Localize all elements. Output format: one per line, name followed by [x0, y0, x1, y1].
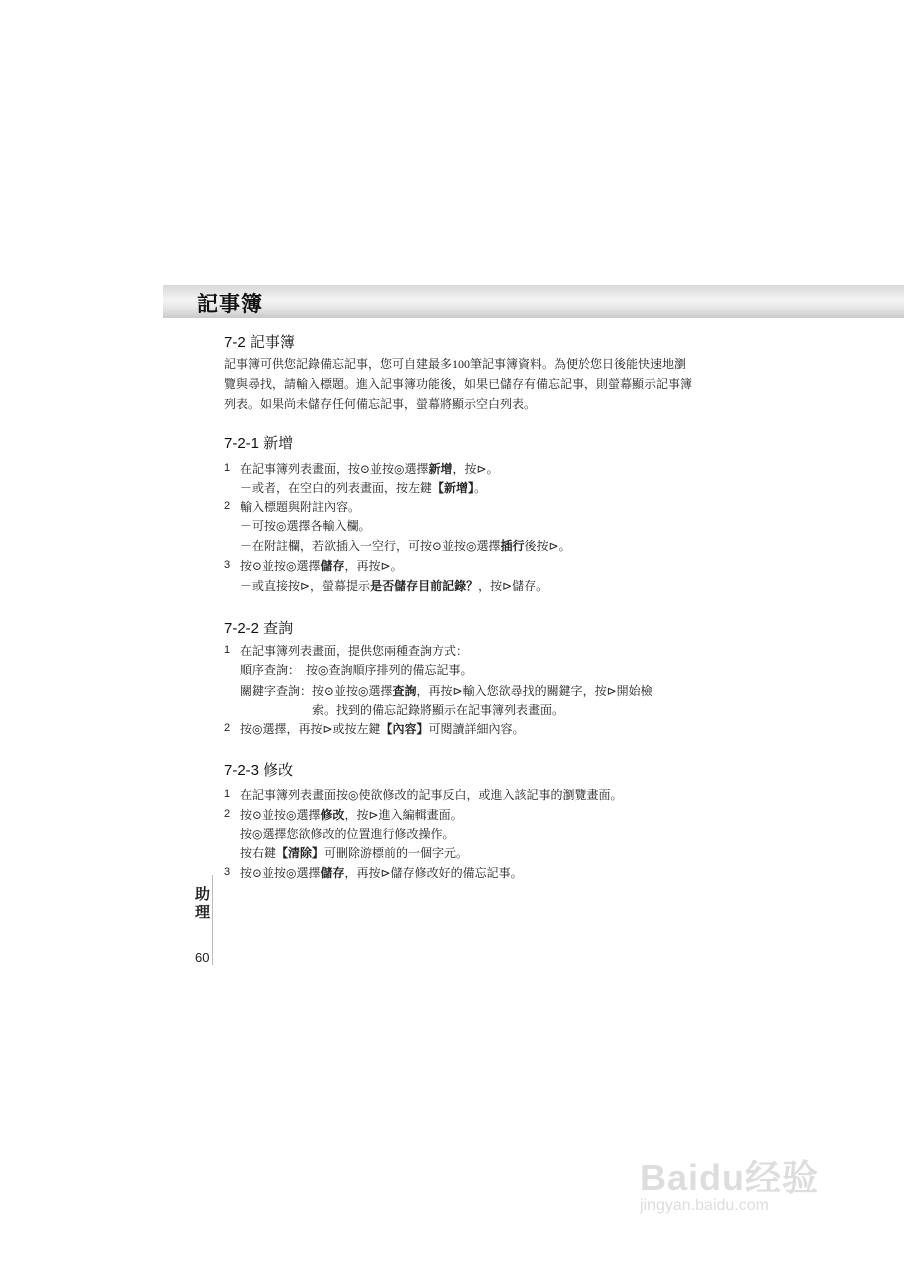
item-line [240, 499, 360, 515]
text-segment: 按⊙並按◎選擇 [240, 559, 321, 573]
item-line [240, 578, 548, 594]
text-segment: 在記事簿列表畫面，按⊙並按◎選擇 [240, 462, 429, 476]
section-title: 7-2 記事簿 [224, 334, 295, 351]
bold-term: 是否儲存目前記錄？ [370, 579, 479, 593]
item-line [240, 807, 463, 823]
subsection-title: 7-2-2 查詢 [224, 620, 294, 637]
bold-term: 修改 [320, 808, 345, 822]
subsection-title: 7-2-1 新增 [224, 435, 294, 452]
item-line [312, 702, 564, 718]
text-segment: 按◎選擇，再按⊳或按左鍵 [240, 722, 381, 736]
text-segment: 可閱讀詳細內容。 [428, 722, 525, 736]
side-label [195, 886, 210, 922]
item-line [240, 662, 472, 678]
item-line [240, 826, 454, 842]
text-segment: －在附註欄，若欲插入一空行，可按⊙並按◎選擇 [240, 539, 501, 553]
text-segment: 。 [474, 481, 487, 495]
text-segment: 順序查詢： 按◎查詢順序排列的備忘記事。 [240, 663, 473, 677]
bold-term: 新增 [428, 462, 453, 476]
bold-term: 【清除】 [276, 846, 325, 860]
item-number: 2 [224, 500, 231, 512]
page-number: 60 [195, 950, 210, 965]
intro-line: 覽與尋找，請輸入標題。進入記事簿功能後，如果已儲存有備忘記事，則螢幕顯示記事簿 [224, 377, 693, 391]
item-number: 2 [224, 808, 231, 820]
item-line [240, 643, 468, 659]
bold-term: 儲存 [320, 559, 345, 573]
text-segment: －或者，在空白的列表畫面，按左鍵 [240, 481, 433, 495]
item-line [240, 787, 622, 803]
bold-term: 【新增】 [432, 481, 475, 495]
item-number: 1 [224, 462, 231, 474]
bold-term: 儲存 [320, 866, 345, 880]
text-segment: 輸入標題與附註內容。 [240, 500, 361, 514]
text-segment: ，按⊳。 [452, 462, 499, 476]
text-segment: －可按◎選擇各輸入欄。 [240, 519, 371, 533]
watermark [640, 1150, 819, 1215]
text-segment: 按⊙並按◎選擇 [240, 808, 321, 822]
intro-line: 列表。如果尚未儲存任何備忘記事，螢幕將顯示空白列表。 [224, 397, 537, 411]
chapter-header-bar [163, 285, 904, 318]
bold-term: 查詢 [392, 684, 417, 698]
text-segment: ，按⊳儲存。 [478, 579, 549, 593]
subsection-title: 7-2-3 修改 [224, 762, 294, 779]
text-segment: 關鍵字查詢：按⊙並按◎選擇 [240, 684, 393, 698]
text-segment: 索。找到的備忘記錄將顯示在記事簿列表畫面。 [312, 703, 565, 717]
item-line [240, 538, 571, 554]
text-segment: ，再按⊳儲存修改好的備忘記事。 [344, 866, 523, 880]
text-segment: ，再按⊳輸入您欲尋找的關鍵字，按⊳開始檢 [416, 684, 653, 698]
bold-term: 插行 [500, 539, 525, 553]
item-number: 3 [224, 866, 231, 878]
text-segment: ，按⊳進入編輯畫面。 [344, 808, 463, 822]
item-line [240, 461, 499, 477]
text-segment: 按右鍵 [240, 846, 277, 860]
item-line [240, 480, 486, 496]
text-segment: －或直接按⊳，螢幕提示 [240, 579, 371, 593]
side-label-text: 助理 [195, 887, 211, 921]
item-line [240, 865, 523, 881]
margin-divider [212, 875, 213, 965]
text-segment: 按⊙並按◎選擇 [240, 866, 321, 880]
item-number: 3 [224, 559, 231, 571]
item-line [240, 683, 653, 699]
bold-term: 【內容】 [380, 722, 429, 736]
item-line [240, 721, 525, 737]
intro-line: 記事簿可供您記錄備忘記事，您可自建最多100筆記事簿資料。為便於您日後能快速地瀏 [224, 357, 687, 371]
watermark-url: jingyan.baidu.com [640, 1197, 769, 1214]
item-number: 2 [224, 722, 231, 734]
text-segment: 後按⊳。 [524, 539, 571, 553]
item-line [240, 558, 403, 574]
item-line [240, 518, 370, 534]
text-segment: 可刪除游標前的一個字元。 [324, 846, 469, 860]
text-segment: 在記事簿列表畫面按◎使欲修改的記事反白，或進入該記事的瀏覽畫面。 [240, 788, 623, 802]
item-number: 1 [224, 788, 231, 800]
watermark-brand: Baidu经验 [640, 1157, 820, 1198]
chapter-title: 記事簿 [197, 292, 263, 316]
text-segment: ，再按⊳。 [344, 559, 403, 573]
text-segment: 按◎選擇您欲修改的位置進行修改操作。 [240, 827, 455, 841]
item-number: 1 [224, 644, 231, 656]
text-segment: 在記事簿列表畫面，提供您兩種查詢方式： [240, 644, 469, 658]
item-line [240, 845, 468, 861]
